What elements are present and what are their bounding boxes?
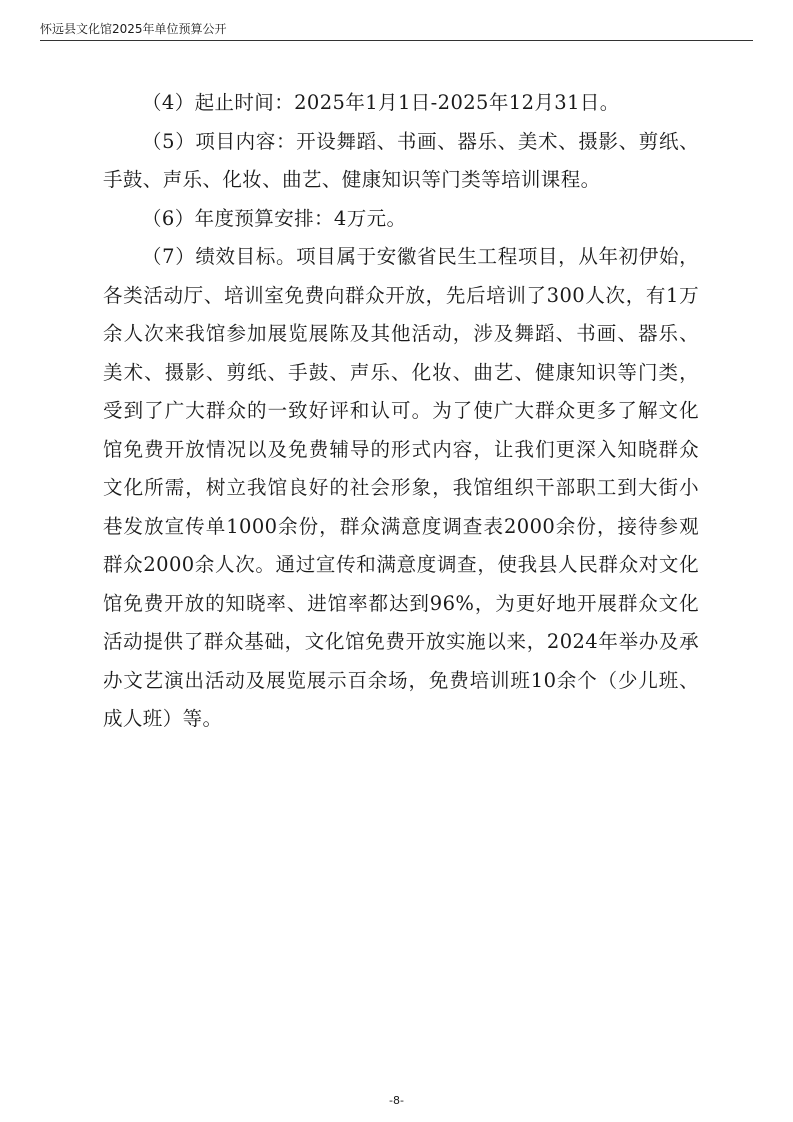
paragraph-project-content: （5）项目内容：开设舞蹈、书画、器乐、美术、摄影、剪纸、手鼓、声乐、化妆、曲艺、健康知识等门类等培训课程。 <box>103 129 699 191</box>
paragraph-start-end-time: （4）起止时间：2025年1月1日-2025年12月31日。 <box>142 91 620 114</box>
document-body <box>103 84 699 739</box>
running-header: 怀远县文化馆2025年单位预算公开 <box>40 22 227 36</box>
paragraph-performance-goal: （7）绩效目标。项目属于安徽省民生工程项目，从年初伊始，各类活动厅、培训室免费向群众开放，先后培训了300人次，有1万余人次来我馆参加展览展陈及其他活动，涉及舞蹈、书画、器乐、美术、摄影、剪纸、手鼓、声乐、化妆、曲艺、健康知识等门类，受到了广大群众的一致好评和认可。为了使广大群众更多了解文化馆免费开放情况以及免费辅导的形式内容，让我们更深入知晓群众文化所需，树立我馆良好的社会形象，我馆组织干部职工到大街小巷发放宣传单1000余份，群众满意度调查表2000余份，接待参观群众2000余人次。通过宣传和满意度调查，使我县人民群众对文化馆免费开放的知晓率、进馆率都达到96%，为更好地开展群众文化活动提供了群众基础，文化馆免费开放实施以来，2024年举办及承办文艺演出活动及展览展示百余场，免费培训班10余个（少儿班、成人班）等。 <box>103 245 699 730</box>
header-rule <box>40 40 753 41</box>
paragraph-annual-budget: （6）年度预算安排：4万元。 <box>142 206 407 230</box>
page-number: -8- <box>389 1094 404 1107</box>
